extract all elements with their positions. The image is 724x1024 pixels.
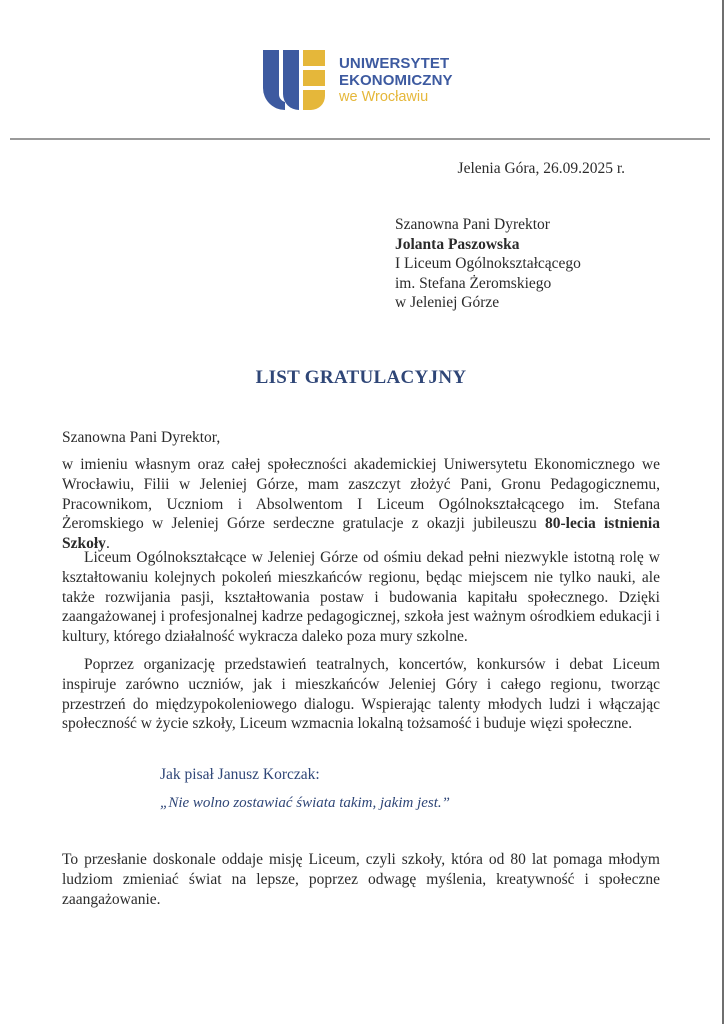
addressee-school-patron: im. Stefana Żeromskiego	[395, 274, 552, 292]
university-logo	[263, 50, 453, 110]
paragraph-1-bold: 80-lecia istnienia Szkoły	[62, 515, 660, 553]
paragraph-1	[62, 455, 660, 554]
university-logo-icon	[263, 50, 325, 110]
letter-salutation: Szanowna Pani Dyrektor,	[62, 429, 221, 446]
quote: „Nie wolno zostawiać świata takim, jakim jest.”	[160, 795, 451, 811]
logo-line-2: EKONOMICZNY	[339, 71, 453, 89]
paragraph-1-text: w imieniu własnym oraz całej społeczności akademickiej Uniwersytetu Ekonomicznego we Wrocławiu, Filii w Jeleniej Górze, mam zaszczyt złożyć Pani, Gronu Pedagogicznemu, Pracownikom, Uczniom i Absolwentom I Liceum Ogólnokształcącego im. Stefana Żeromskiego w Jeleniej Górze serdeczne gratulacje z okazji jubileuszu	[62, 456, 660, 533]
letter-date: Jelenia Góra, 26.09.2025 r.	[457, 160, 625, 177]
letter-title: LIST GRATULACYJNY	[255, 367, 467, 388]
header-divider	[10, 138, 710, 140]
paragraph-2: Liceum Ogólnokształcące w Jeleniej Górze od ośmiu dekad pełni niezwykle istotną rolę w kształtowaniu kolejnych pokoleń mieszkańców regionu, będąc miejscem nie tylko nauki, ale także rozwijania pasji, kształtowania postaw i budowania kapitału społecznego. Dzięki zaangażowanej i profesjonalnej kadrze pedagogicznej, szkoła jest ważnym ośrodkiem edukacji i kultury, którego działalność wykracza daleko poza mury szkolne.	[62, 549, 660, 646]
logo-line-1: UNIWERSYTET	[339, 54, 450, 72]
paragraph-1-end: .	[105, 535, 110, 553]
paragraph-3: Poprzez organizację przedstawień teatralnych, koncertów, konkursów i debat Liceum inspiruje zarówno uczniów, jak i mieszkańców Jeleniej Góry i całego regionu, tworząc przestrzeń do międzypokoleniowego dialogu. Wspierając talenty młodych ludzi i włączając społeczność w życie szkoły, Liceum wzmacnia lokalną tożsamość i buduje więzi społeczne.	[62, 656, 660, 733]
addressee-salutation: Szanowna Pani Dyrektor	[395, 216, 550, 233]
addressee-city: w Jeleniej Górze	[395, 294, 500, 311]
addressee-block	[395, 215, 581, 313]
paragraph-4: To przesłanie doskonale oddaje misję Liceum, czyli szkoły, która od 80 lat pomaga młodym ludziom zmieniać świat na lepsze, poprzez odwagę myślenia, kreatywność i społeczne zaangażowanie.	[62, 851, 660, 908]
addressee-school: I Liceum Ogólnokształcącego	[395, 255, 581, 272]
university-logo-text	[339, 55, 453, 106]
quote-intro: Jak pisał Janusz Korczak:	[160, 766, 320, 783]
addressee-name: Jolanta Paszowska	[395, 235, 520, 253]
logo-line-3: we Wrocławiu	[339, 88, 429, 105]
